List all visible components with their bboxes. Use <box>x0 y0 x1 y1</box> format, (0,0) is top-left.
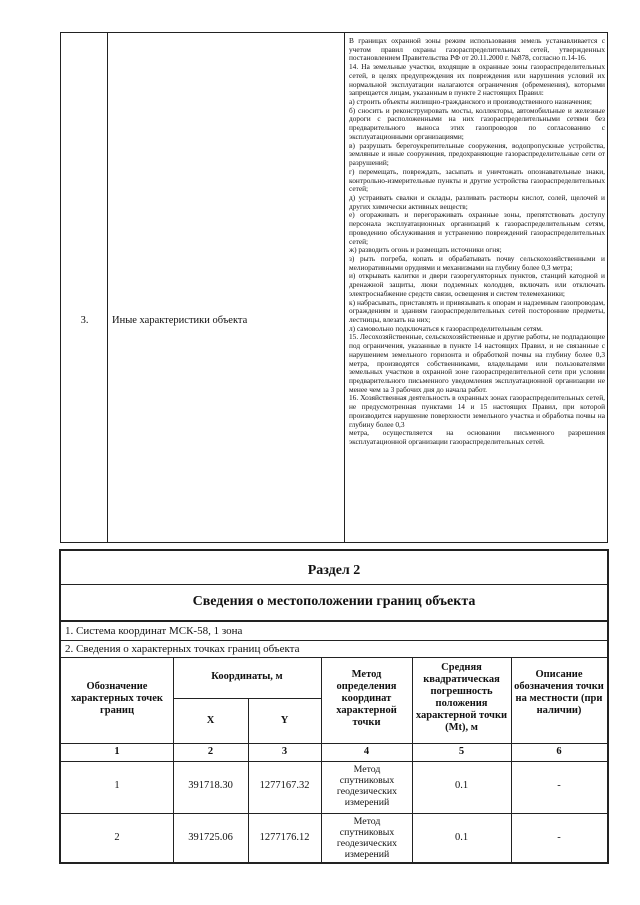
description-paragraph: ж) разводить огонь и размещать источники огня; <box>349 245 502 255</box>
description-paragraph: л) самовольно подключаться к газораспределительным сетям. <box>349 323 543 333</box>
coordinate-system: 1. Система координат МСК-58, 1 зона <box>65 625 243 637</box>
x-coordinate: 391718.30 <box>188 780 233 791</box>
point-description: - <box>557 832 561 843</box>
description-paragraph: б) сносить и реконструировать мосты, коллекторы, автомобильные и железные дороги с расположенными на них газораспределительными сетями без предварительного выноса этих газопроводов по согласованию с эксплуатационными организациями; <box>349 105 605 141</box>
description-paragraph: 16. Хозяйственная деятельность в охранных зонах газораспределительных сетей, не предусмотренная пунктами 14 и 15 настоящих Правил, при которой производится нарушение поверхности земельного участка и обработка почвы на глубину более 0,3 <box>349 393 605 429</box>
number-column <box>61 33 108 542</box>
description-paragraph: г) перемещать, повреждать, засыпать и уничтожать опознавательные знаки, контрольно-измерительные пункты и другие устройства газораспределительных сетей; <box>349 166 605 194</box>
row-description <box>349 37 605 447</box>
divider <box>61 761 607 762</box>
y-coordinate: 1277176.12 <box>259 832 310 843</box>
column-number: 3 <box>281 746 288 757</box>
description-paragraph: е) огораживать и перегораживать охранные зоны, препятствовать доступу персонала эксплуатационных организаций к газораспределительным сетям, проведению обслуживания и устранению повреждений газораспределительных сетей; <box>349 210 605 246</box>
point-description: - <box>557 780 561 791</box>
row-number: 3. <box>80 315 89 326</box>
description-paragraph: В границах охранной зоны режим использования земель устанавливается с учетом правил охраны газораспределительных сетей, утвержденных постановлением Правительства РФ от 20.11.2000 г. №878, согласно п.14-16. <box>349 36 605 63</box>
name-column <box>108 33 345 542</box>
divider <box>61 813 607 814</box>
header-description: Описание обозначения точки на местности (при наличии) <box>514 669 604 716</box>
header-x: X <box>206 715 215 726</box>
section-subtitle: Сведения о местоположении границ объекта <box>192 594 476 609</box>
divider <box>173 698 321 699</box>
divider <box>61 743 607 744</box>
description-paragraph: д) устраивать свалки и склады, разливать растворы кислот, солей, щелочей и других химически активных веществ; <box>349 192 605 211</box>
description-paragraph: и) открывать калитки и двери газорегуляторных пунктов, станций катодной и дренажной защиты, люки подземных колодцев, включать или отключать электроснабжение средств связи, освещения и систем телемеханики; <box>349 271 605 298</box>
description-paragraph: з) рыть погреба, копать и обрабатывать почву сельскохозяйственными и мелиоративными орудиями и механизмами на глубину более 0,3 метра; <box>349 253 605 272</box>
description-paragraph: метра, осуществляется на основании письменного разрешения эксплуатационной организации газораспределительных сетей. <box>349 428 605 447</box>
points-heading: 2. Сведения о характерных точках границ объекта <box>65 643 300 655</box>
y-coordinate: 1277167.32 <box>259 780 310 791</box>
section-title: Раздел 2 <box>307 563 361 578</box>
column-divider <box>321 657 322 862</box>
error-value: 0.1 <box>454 780 469 791</box>
header-coordinates: Координаты, м <box>211 671 283 682</box>
column-number: 1 <box>114 746 120 757</box>
description-paragraph: 15. Лесохозяйственные, сельскохозяйственные и другие работы, не подпадающие под ограничения, указанные в пункте 14 настоящих Правил, и не связанные с нарушением земельного горизонта и обработкой почвы на глубину более 0,3 метра, производятся собственниками, владельцами или пользователями земельных участков в охранной зоне газораспределительной сети при условии предварительного письменного уведомления эксплуатационной организации не менее чем за 3 рабочих дня до начала работ. <box>349 332 605 394</box>
description-paragraph: 14. На земельные участки, входящие в охранные зоны газораспределительных сетей, в целях предупреждения их повреждения или нарушения условий их нормальной эксплуатации налагаются ограничения (обременения), которыми запрещается лицам, указанным в пункте 2 настоящих Правил: <box>349 62 605 98</box>
header-y: Y <box>280 715 289 726</box>
description-paragraph: а) строить объекты жилищно-гражданского и производственного назначения; <box>349 97 592 107</box>
header-method: Метод определения координат характерной точки <box>336 669 397 728</box>
column-number: 6 <box>556 746 562 757</box>
header-error: Средняя квадратическая погрешность положения характерной точки (Mt), м <box>415 662 508 733</box>
row-name: Иные характеристики объекта <box>112 315 248 326</box>
column-number: 5 <box>458 746 465 757</box>
point-id: 1 <box>114 780 120 791</box>
boundary-points-table <box>61 551 607 862</box>
x-coordinate: 391725.06 <box>188 832 233 843</box>
point-id: 2 <box>114 832 120 843</box>
description-paragraph: в) разрушать берегоукрепительные сооружения, водопропускные устройства, земляные и иные сооружения, предохраняющие газораспределительные сети от разрушений; <box>349 140 605 168</box>
error-value: 0.1 <box>454 832 469 843</box>
column-number: 4 <box>363 746 370 757</box>
characteristics-table <box>60 32 608 543</box>
method: Метод спутниковых геодезических измерений <box>336 816 398 860</box>
header-designation: Обозначение характерных точек границ <box>71 681 163 716</box>
column-number: 2 <box>207 746 214 757</box>
method: Метод спутниковых геодезических измерений <box>336 764 398 808</box>
description-paragraph: к) набрасывать, приставлять и привязывать к опорам и надземным газопроводам, ограждениям и зданиям газораспределительных сетей посторонние предметы, лестницы, влезать на них; <box>349 297 605 324</box>
section-2 <box>59 549 609 864</box>
